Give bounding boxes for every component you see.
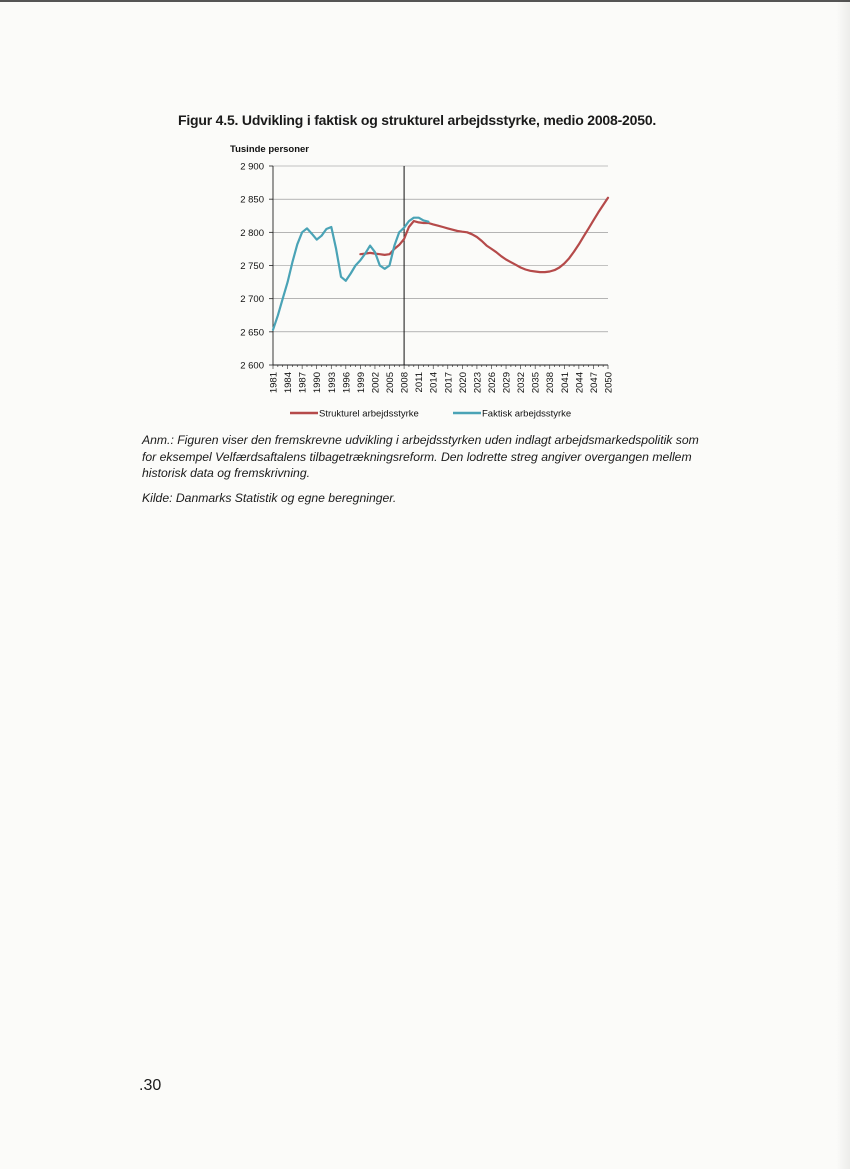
x-tick-label: 1993 xyxy=(326,372,338,394)
x-tick-label: 2011 xyxy=(414,372,426,393)
x-tick-label: 2002 xyxy=(370,372,382,394)
line-chart xyxy=(220,140,620,430)
x-tick-label: 1984 xyxy=(283,372,295,394)
x-tick-label: 2029 xyxy=(501,372,513,394)
x-tick-label: 2026 xyxy=(486,372,498,394)
y-axis-label: Tusinde personer xyxy=(230,144,310,155)
series-lines xyxy=(273,198,608,330)
x-tick-label: 2047 xyxy=(588,372,600,394)
x-tick-label: 1981 xyxy=(268,372,280,394)
y-tick-label: 2 900 xyxy=(240,161,264,173)
x-tick-label: 2041 xyxy=(559,372,571,394)
x-tick-label: 2035 xyxy=(530,372,542,394)
y-tick-label: 2 800 xyxy=(240,227,264,239)
y-tick-label: 2 600 xyxy=(240,360,264,372)
gridlines xyxy=(273,166,608,332)
x-tick-labels xyxy=(269,372,615,393)
x-tick-label: 2017 xyxy=(443,372,455,394)
legend-label: Faktisk arbejdsstyrke xyxy=(482,408,572,420)
x-tick-label: 2032 xyxy=(516,372,528,394)
y-tick-label: 2 650 xyxy=(240,327,264,339)
x-tick-label: 2023 xyxy=(472,372,484,394)
x-tick-label: 2014 xyxy=(428,372,440,394)
x-tick-label: 2038 xyxy=(545,372,557,394)
page-number: .30 xyxy=(139,1077,162,1094)
top-border-line xyxy=(0,0,850,2)
x-tick-label: 1990 xyxy=(312,372,324,394)
figure-title: Figur 4.5. Udvikling i faktisk og strukturel arbejdsstyrke, medio 2008-2050. xyxy=(178,112,657,128)
x-tick-label: 1996 xyxy=(341,372,353,394)
x-tick-label: 1999 xyxy=(355,372,367,394)
y-tick-label: 2 700 xyxy=(240,294,264,306)
figure-note: Anm.: Figuren viser den fremskrevne udvikling i arbejdsstyrken uden indlagt arbejdsmarkedspolitik som for eksempel Velfærdsaftalens tilbagetrækningsreform. Den lodrette streg angiver overgangen mellem historisk data og fremskrivning. xyxy=(142,433,699,480)
x-tick-label: 2044 xyxy=(574,372,586,394)
legend-label: Strukturel arbejdsstyrke xyxy=(319,408,419,420)
y-tick-label: 2 850 xyxy=(240,194,264,206)
x-tick-label: 2020 xyxy=(457,372,469,394)
y-tick-labels xyxy=(240,162,264,372)
y-tick-label: 2 750 xyxy=(240,261,264,272)
page-edge-shadow xyxy=(836,0,850,1169)
figure-source: Kilde: Danmarks Statistik og egne beregninger. xyxy=(142,491,397,505)
x-tick-label: 1987 xyxy=(297,372,309,394)
legend xyxy=(290,409,571,420)
x-tick-label: 2050 xyxy=(603,372,615,394)
x-tick-label: 2008 xyxy=(399,372,411,394)
x-tick-label: 2005 xyxy=(385,372,397,394)
